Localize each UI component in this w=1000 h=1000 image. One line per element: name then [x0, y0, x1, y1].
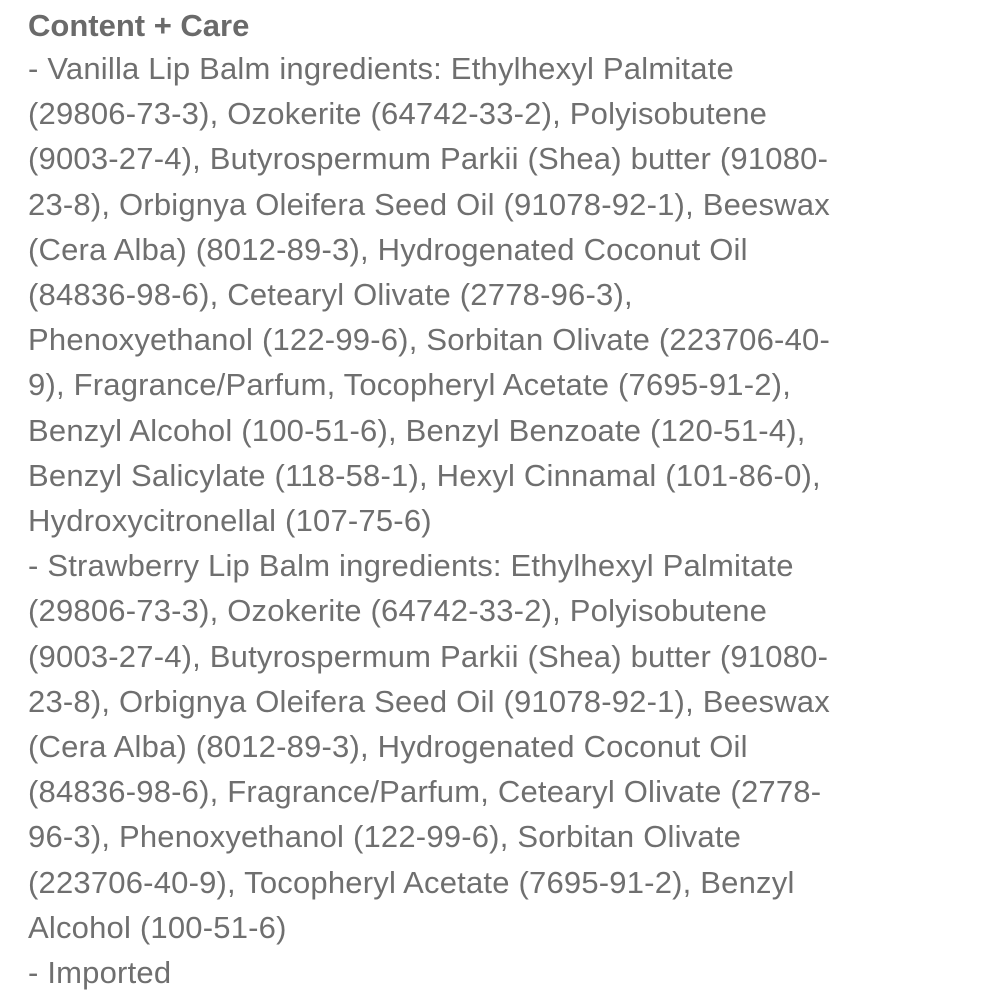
text-line: Benzyl Salicylate (118-58-1), Hexyl Cinnamal (101-86-0), [28, 457, 821, 493]
text-line: (84836-98-6), Cetearyl Olivate (2778-96-3), [28, 277, 633, 313]
text-line: (84836-98-6), Fragrance/Parfum, Cetearyl Olivate (2778- [28, 774, 822, 810]
text-line: (9003-27-4), Butyrospermum Parkii (Shea) butter (91080- [28, 638, 829, 674]
text-line: 23-8), Orbignya Oleifera Seed Oil (91078-92-1), Beeswax [28, 186, 830, 222]
text-line: 23-8), Orbignya Oleifera Seed Oil (91078-92-1), Beeswax [28, 683, 830, 719]
text-line: Phenoxyethanol (122-99-6), Sorbitan Olivate (223706-40- [28, 322, 830, 358]
ingredients-text [28, 46, 978, 995]
section-title: Content + Care [28, 8, 250, 43]
text-line: - Vanilla Lip Balm ingredients: Ethylhexyl Palmitate [28, 51, 734, 86]
text-line: (223706-40-9), Tocopheryl Acetate (7695-91-2), Benzyl [28, 864, 795, 900]
text-line: 9), Fragrance/Parfum, Tocopheryl Acetate (7695-91-2), [28, 367, 792, 403]
text-line: Benzyl Alcohol (100-51-6), Benzyl Benzoate (120-51-4), [28, 412, 806, 448]
text-line: 96-3), Phenoxyethanol (122-99-6), Sorbitan Olivate [28, 819, 742, 855]
text-line: (9003-27-4), Butyrospermum Parkii (Shea) butter (91080- [28, 141, 829, 177]
text-line: - Strawberry Lip Balm ingredients: Ethylhexyl Palmitate [28, 548, 794, 584]
text-line: Alcohol (100-51-6) [28, 909, 287, 945]
text-line: (Cera Alba) (8012-89-3), Hydrogenated Coconut Oil [28, 231, 748, 267]
text-line: Hydroxycitronellal (107-75-6) [28, 503, 432, 539]
text-line: (29806-73-3), Ozokerite (64742-33-2), Polyisobutene [28, 593, 768, 629]
content-care-section [28, 6, 978, 995]
text-line: - Imported [28, 955, 172, 991]
text-line: (Cera Alba) (8012-89-3), Hydrogenated Coconut Oil [28, 729, 748, 765]
text-line: (29806-73-3), Ozokerite (64742-33-2), Polyisobutene [28, 96, 768, 132]
